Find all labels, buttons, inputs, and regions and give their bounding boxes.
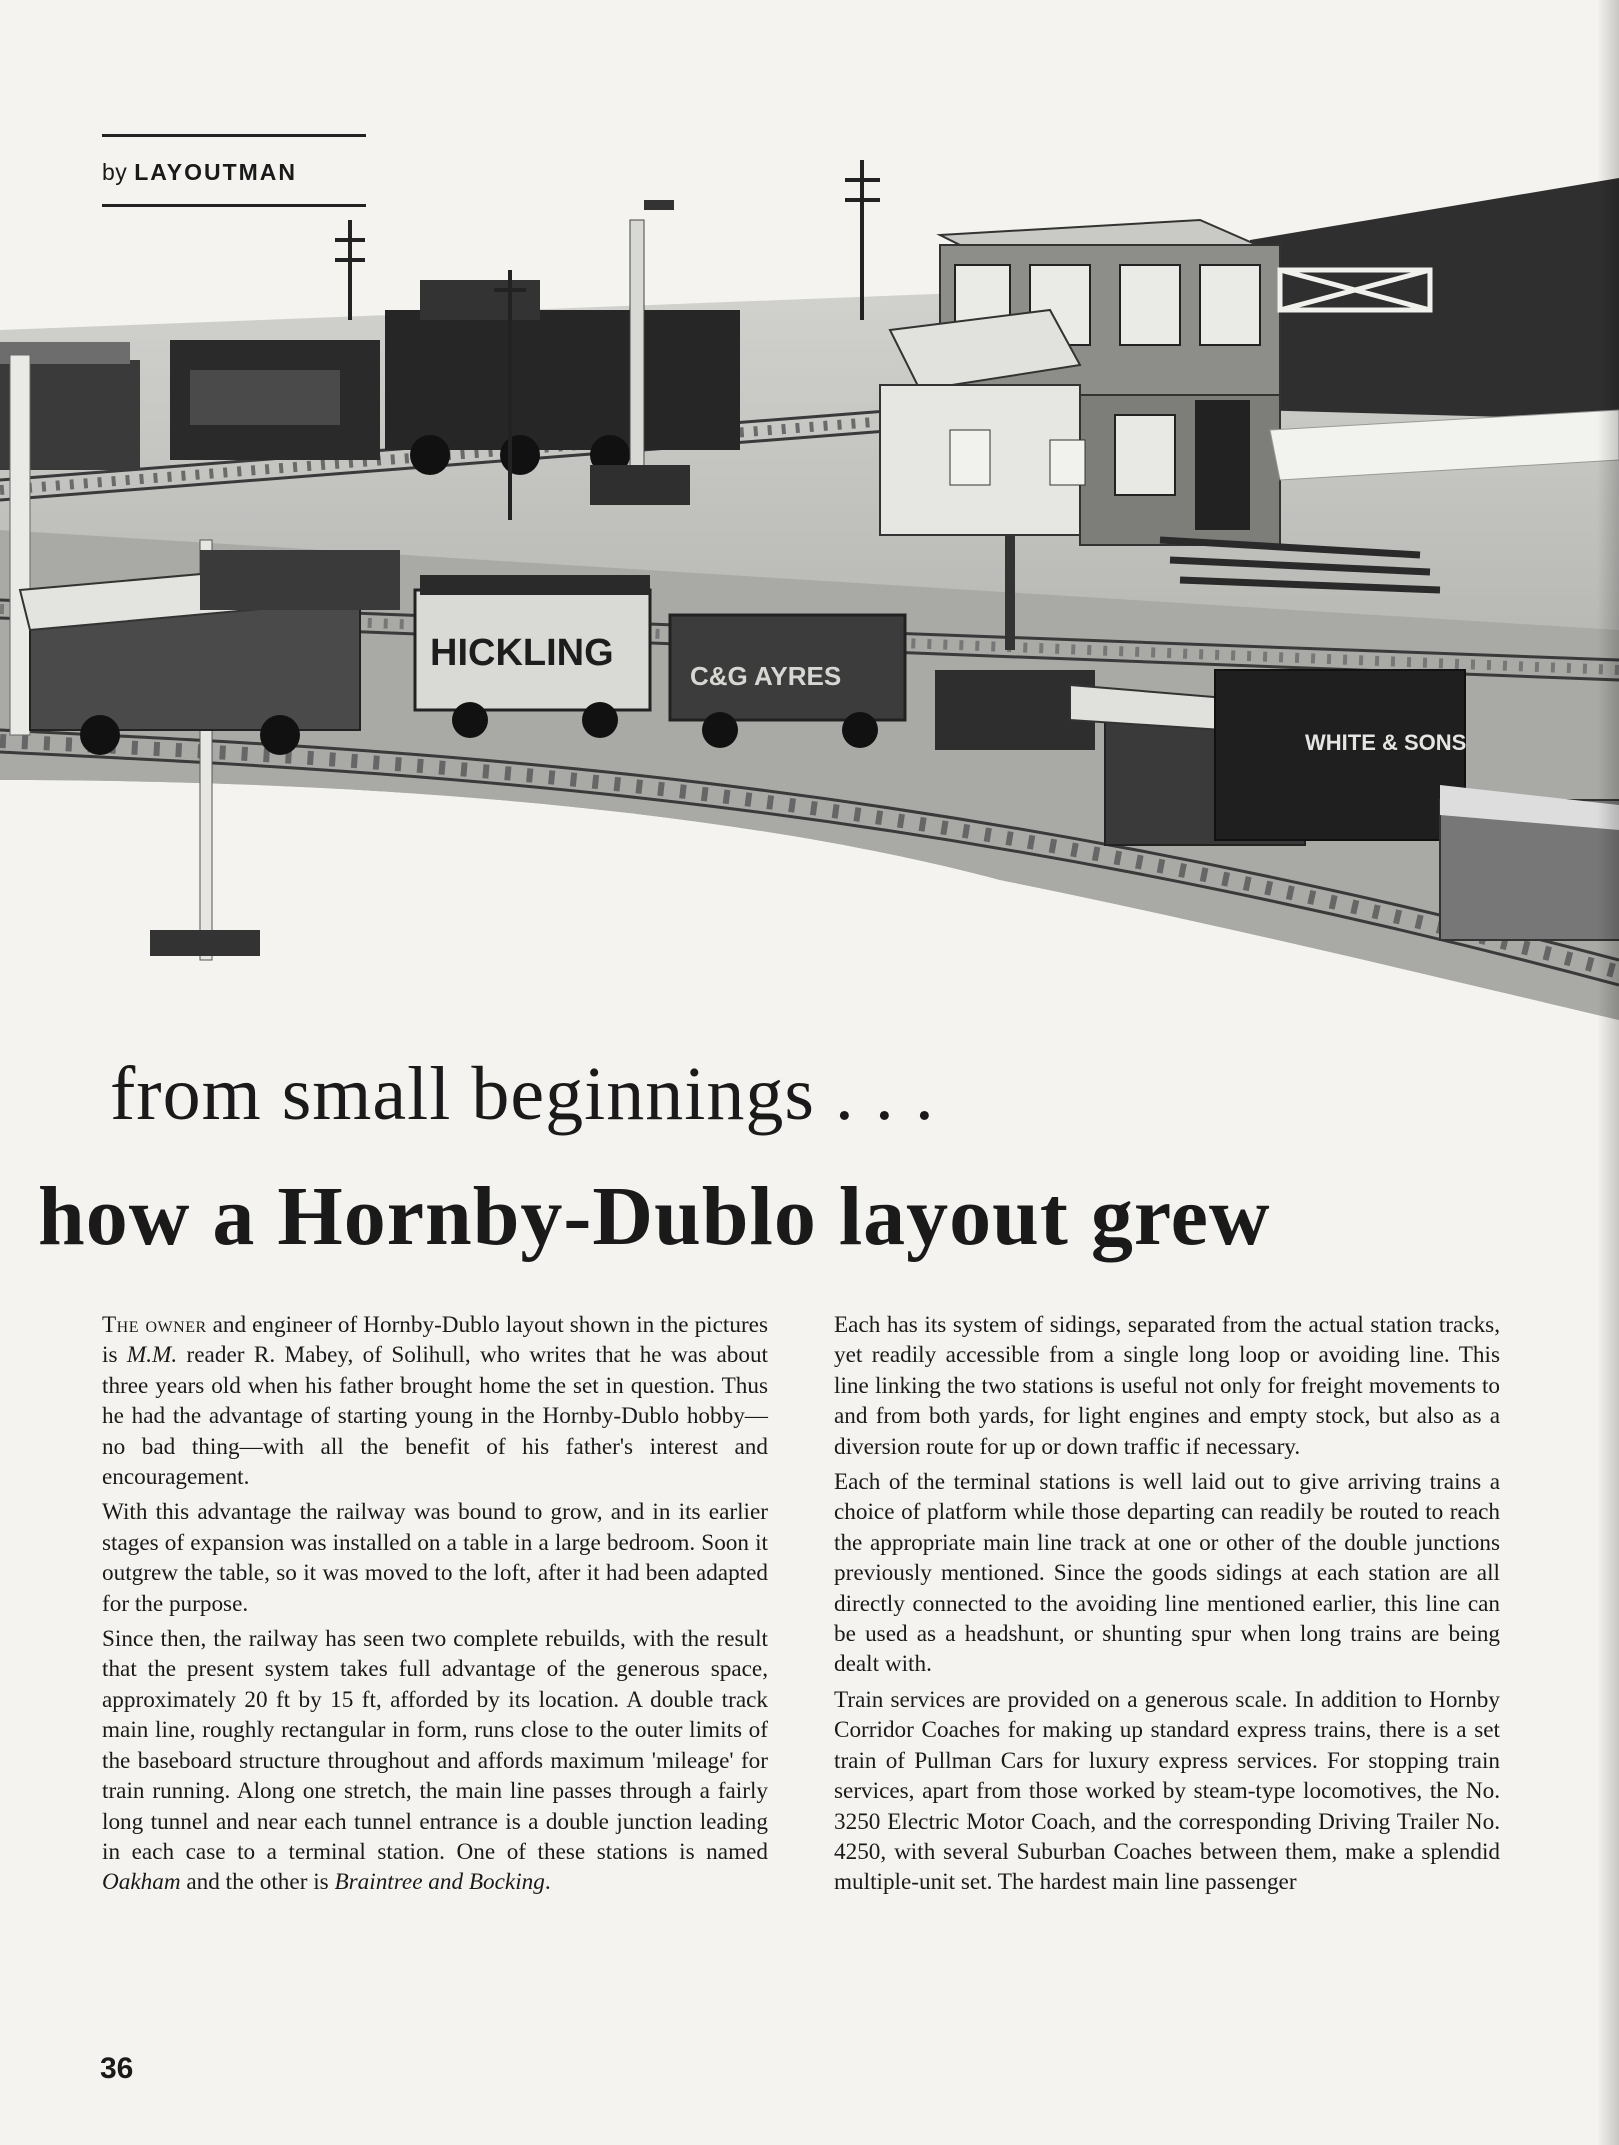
headline-line-2: how a Hornby-Dublo layout grew bbox=[38, 1170, 1271, 1264]
text-run: and engineer of Hornby-Dublo layout shown in the pictures is bbox=[102, 1312, 768, 1369]
byline-author: LAYOUTMAN bbox=[134, 159, 298, 185]
text-run: reader R. Mabey, of Solihull, who writes that he was about three years old when his father brought home the set in question. Thus he had the advantage of starting young in the Hornby-Dublo hobby—no bad thing—with all the benefit of his father's interest and encouragement. bbox=[102, 1342, 768, 1491]
article-paragraph bbox=[102, 1624, 768, 1898]
wagon-lettering-cg-ayres: C&G AYRES bbox=[690, 661, 842, 691]
text-run: Since then, the railway has seen two complete rebuilds, with the result that the present system takes full advantage of the generous space, approximately 20 ft by 15 ft, afforded by its location. A double track main line, roughly rectangular in form, runs close to the outer limits of the baseboard structure throughout and affords maximum 'mileage' for train running. Along one stretch, the main line passes through a fairly long tunnel and near each tunnel entrance is a double junction leading in each case to a terminal station. One of these stations is named bbox=[102, 1626, 768, 1865]
wagon-lettering-hickling: HICKLING bbox=[430, 632, 614, 674]
magazine-abbrev: M.M. bbox=[126, 1342, 178, 1369]
article-paragraph: With this advantage the railway was bound to grow, and in its earlier stages of expansion was installed on a table in a large bedroom. Soon it outgrew the table, so it was moved to the loft, after it had been adapted for the purpose. bbox=[102, 1499, 768, 1617]
page-edge-shadow bbox=[1597, 0, 1619, 2145]
article-paragraph: Each has its system of sidings, separated from the actual station tracks, yet readily accessible from a single long loop or avoiding line. This line linking the two stations is useful not only for freight movements to and from both yards, for light engines and empty stock, but also as a diversion route for up or down traffic if necessary. bbox=[834, 1312, 1500, 1460]
text-run: and the other is bbox=[180, 1869, 335, 1896]
wagon-lettering-white-sons: WHITE & SONS bbox=[1305, 730, 1467, 755]
article-paragraph bbox=[102, 1310, 768, 1492]
station-name-braintree: Braintree and Bocking bbox=[334, 1869, 545, 1896]
text-run: . bbox=[544, 1869, 551, 1896]
page-number: 36 bbox=[100, 2052, 134, 2085]
layout-photograph bbox=[0, 160, 1619, 1060]
article-paragraph: Each of the terminal stations is well laid out to give arriving trains a choice of platform while those departing can readily be routed to reach the appropriate main line track at one or other of the double junctions previously mentioned. Since the goods sidings at each station are all directly connected to the avoiding line mentioned earlier, this line can be used as a headshunt, or shunting spur when long trains are being dealt with. bbox=[834, 1469, 1500, 1678]
article-paragraph: Train services are provided on a generous scale. In addition to Hornby Corridor Coaches for making up standard express trains, there is a set train of Pullman Cars for luxury express services. For stopping train services, apart from those worked by steam-type locomotives, the No. 3250 Electric Motor Coach, and the corresponding Driving Trailer No. 4250, with several Suburban Coaches between them, make a splendid multiple-unit set. The hardest main line passenger bbox=[834, 1686, 1500, 1896]
station-name-oakham: Oakham bbox=[102, 1869, 181, 1896]
article-column-left bbox=[102, 1310, 768, 1903]
article-column-right bbox=[834, 1310, 1500, 1903]
lead-in: The owner bbox=[102, 1312, 207, 1338]
signal-box bbox=[880, 220, 1280, 545]
headline-line-1: from small beginnings . . . bbox=[110, 1051, 935, 1136]
byline-by: by bbox=[102, 159, 128, 185]
